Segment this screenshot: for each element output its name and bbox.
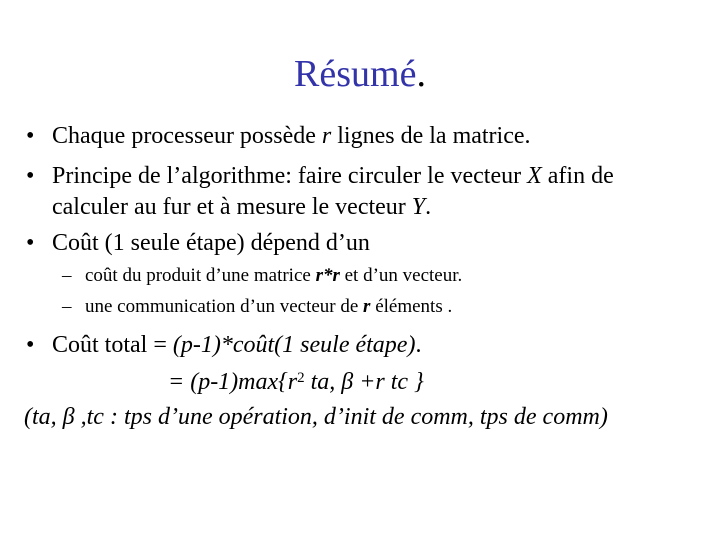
bullet-1-text xyxy=(52,121,531,151)
bullet-4-marker: • xyxy=(26,332,35,358)
formula-max-mid: ta, xyxy=(304,369,342,395)
sub-bullet-1-text xyxy=(85,264,462,288)
bullet-4-pre: Coût total = xyxy=(52,332,173,358)
bullet-2-line-2 xyxy=(52,192,431,222)
formula-line-max xyxy=(168,367,424,397)
legend-post: ,tc : tps d’une opération, d’init de comm, tps de comm) xyxy=(74,404,608,430)
bullet-4-formula: (p-1)*coût(1 seule étape) xyxy=(172,332,416,358)
bullet-4-text xyxy=(52,330,421,360)
slide-title-period: . xyxy=(416,53,426,95)
sub-bullet-1-marker: – xyxy=(62,265,72,286)
bullet-1-marker: • xyxy=(26,123,35,149)
sub-bullet-2-post: éléments . xyxy=(370,296,453,317)
bullet-3-text: Coût (1 seule étape) dépend d’un xyxy=(52,230,370,256)
bullet-4-end: . xyxy=(415,332,422,358)
sub-bullet-2-pre: une communication d’un vecteur de xyxy=(85,296,364,317)
sub-bullet-1-var: r*r xyxy=(315,265,340,286)
legend-pre: (ta, xyxy=(24,404,63,430)
bullet-2-pre: Principe de l’algorithme: faire circuler le vecteur xyxy=(52,163,528,189)
slide-title xyxy=(0,52,720,96)
sub-bullet-2-text xyxy=(85,295,452,319)
bullet-1-var: r xyxy=(321,123,332,149)
legend-line xyxy=(24,402,608,432)
bullet-2-line-2-pre: calculer au fur et à mesure le vecteur xyxy=(52,194,412,220)
sub-bullet-2-var: r xyxy=(363,296,371,317)
sub-bullet-1-pre: coût du produit d’une matrice xyxy=(85,265,316,286)
formula-max-pre: = (p-1)max{r xyxy=(168,369,298,395)
bullet-1-pre: Chaque processeur possède xyxy=(52,123,322,149)
sub-bullet-2-marker: – xyxy=(62,296,72,317)
formula-max-beta: β xyxy=(341,369,354,395)
slide-title-text: Résumé xyxy=(294,53,417,95)
bullet-1-post: lignes de la matrice. xyxy=(331,123,531,149)
bullet-2-line-2-post: . xyxy=(425,194,432,220)
bullet-2-post: afin de xyxy=(541,163,614,189)
legend-beta: β xyxy=(62,404,75,430)
bullet-2-marker: • xyxy=(26,163,35,189)
formula-max-exponent: 2 xyxy=(297,370,305,386)
formula-max-post: +r tc } xyxy=(353,369,424,395)
bullet-2-var-y: Y xyxy=(411,194,426,220)
bullet-3-marker: • xyxy=(26,230,35,256)
bullet-2-line-1 xyxy=(52,161,614,191)
bullet-2-var-x: X xyxy=(527,163,542,189)
sub-bullet-1-post: et d’un vecteur. xyxy=(339,265,463,286)
